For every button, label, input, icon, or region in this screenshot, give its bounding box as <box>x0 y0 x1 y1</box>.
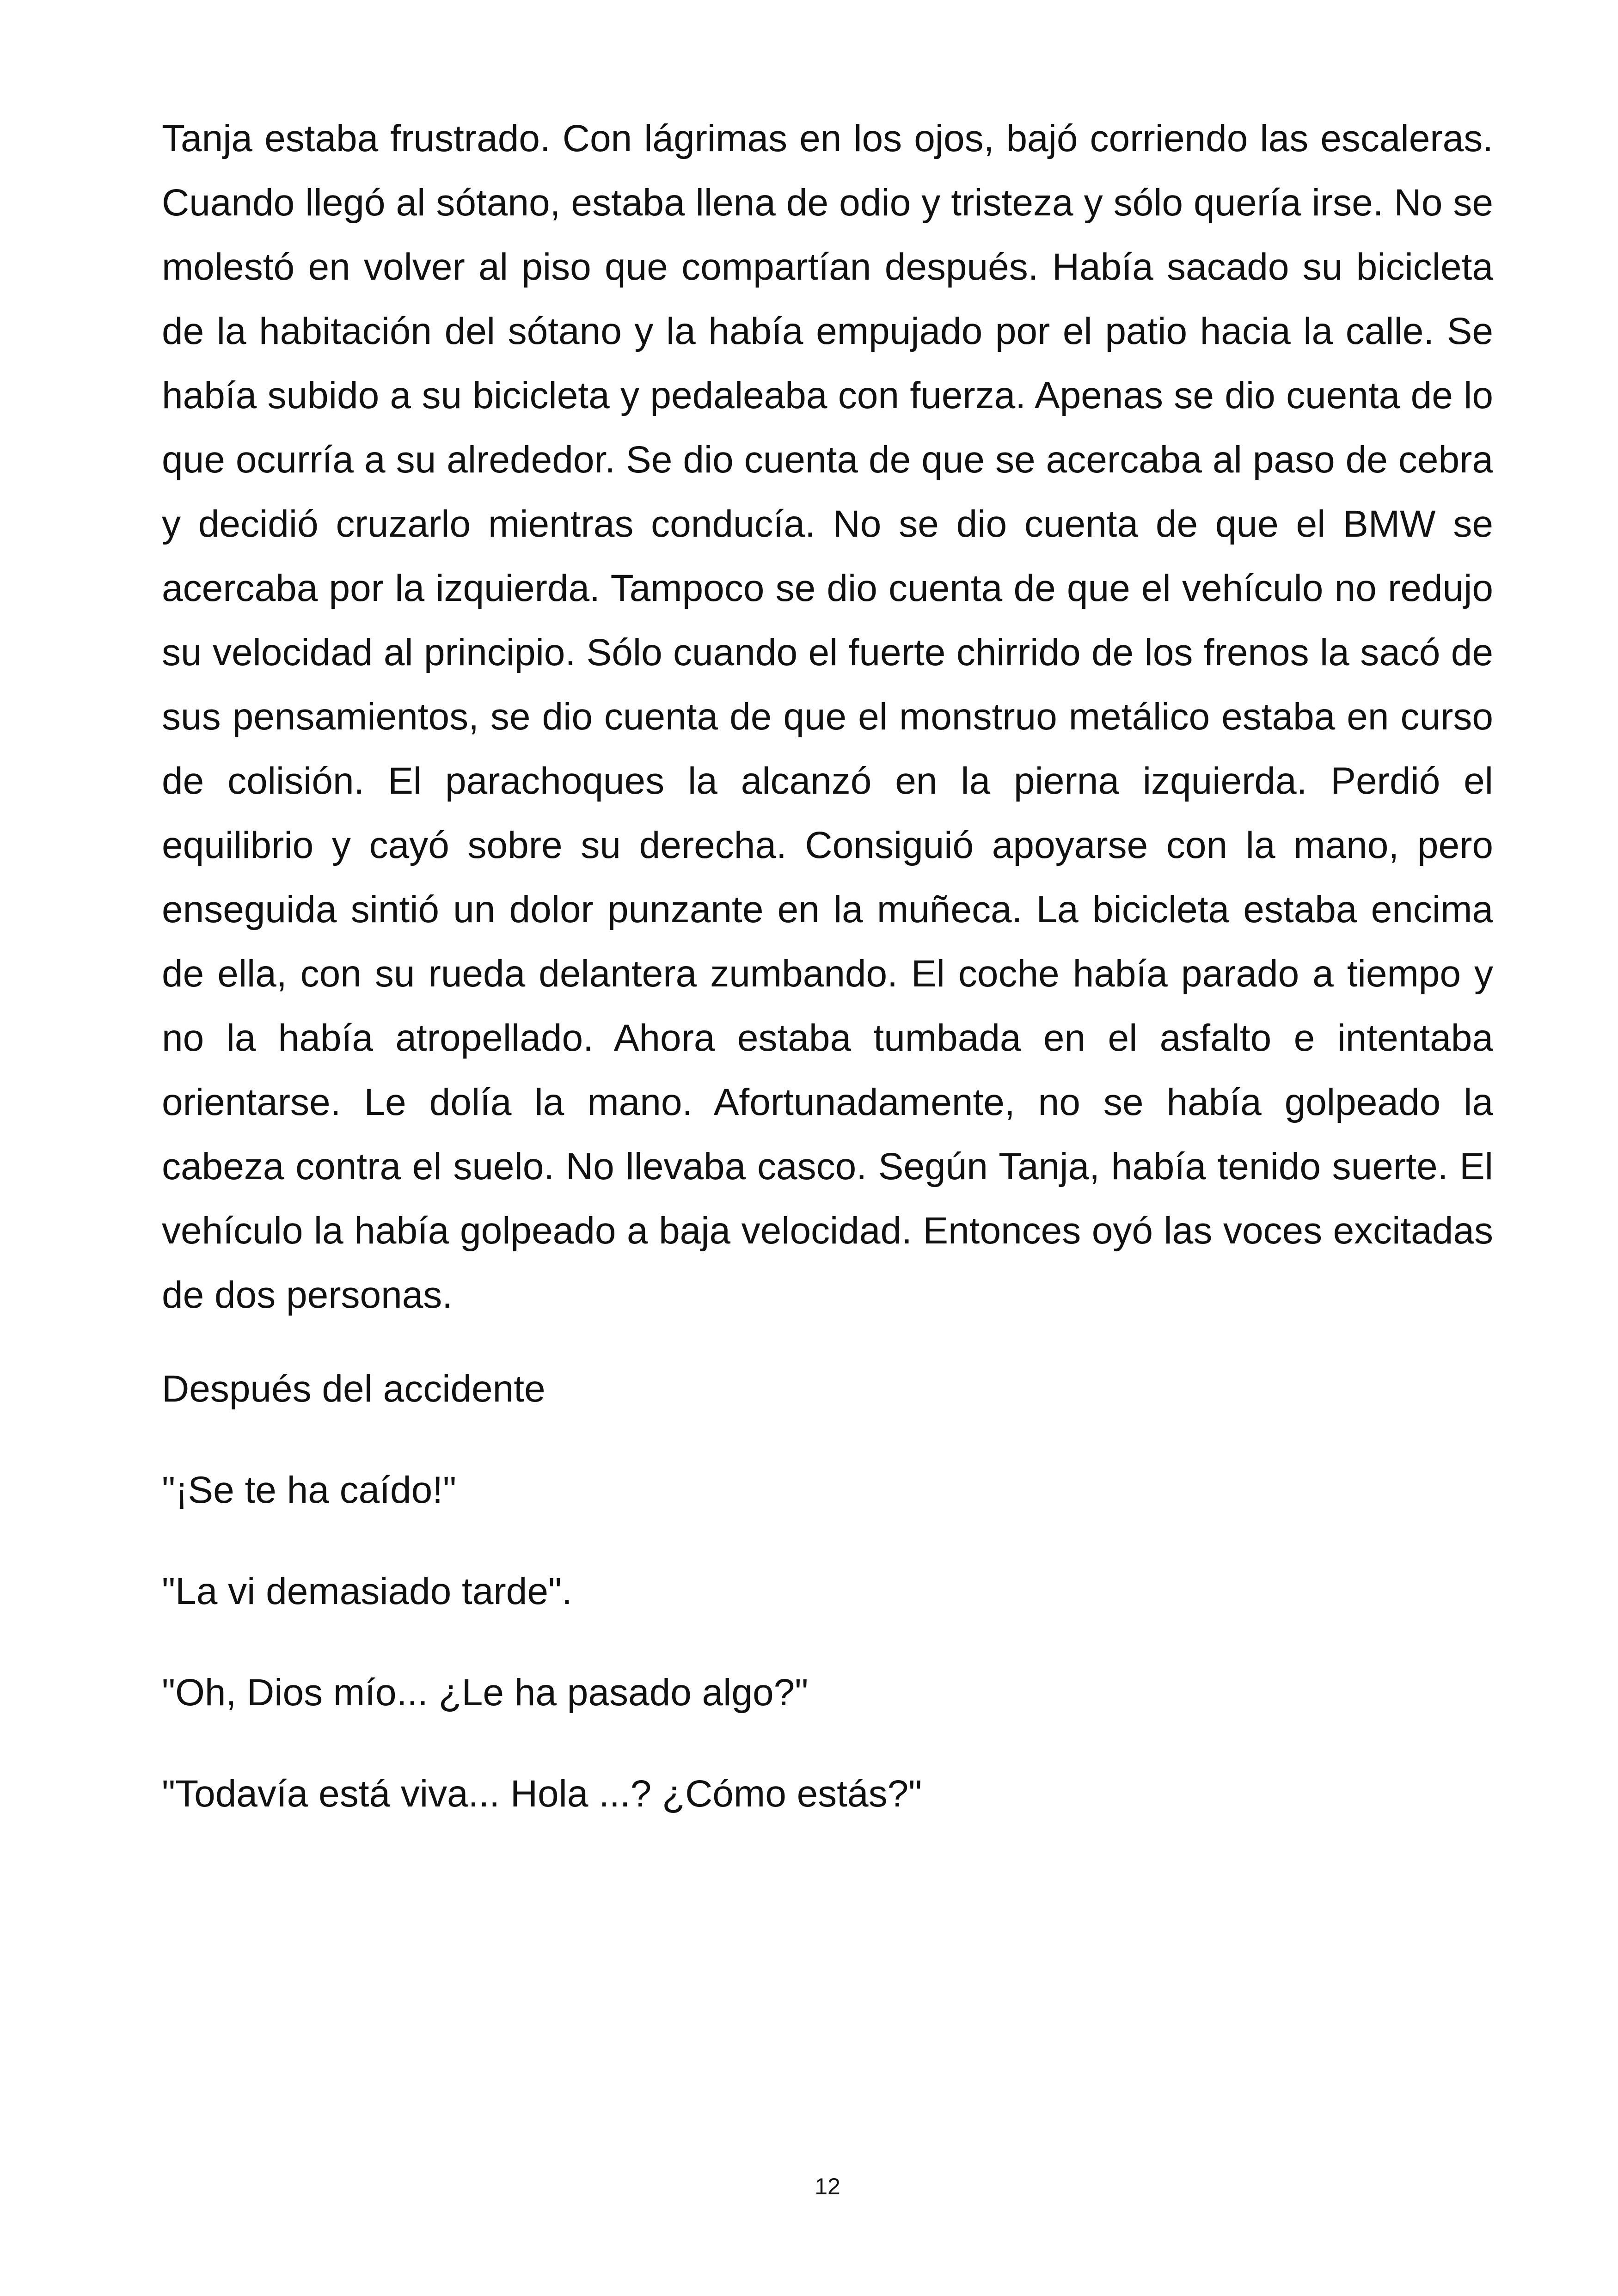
page-number: 12 <box>815 2174 840 2199</box>
dialogue-line: "La vi demasiado tarde". <box>162 1570 572 1612</box>
dialogue-line: "Oh, Dios mío... ¿Le ha pasado algo?" <box>162 1671 809 1714</box>
dialogue-line: "¡Se te ha caído!" <box>162 1469 457 1511</box>
page-content <box>162 106 1493 1826</box>
body-paragraph: Tanja estaba frustrado. Con lágrimas en los ojos, bajó corriendo las escaleras. Cuando llegó al sótano, estaba llena de odio y tristeza y sólo quería irse. No se molestó en volver al piso que compartían después. Había sacado su bicicleta de la habitación del sótano y la había empujado por el patio hacia la calle. Se había subido a su bicicleta y pedaleaba con fuerza. Apenas se dio cuenta de lo que ocurría a su alrededor. Se dio cuenta de que se acercaba al paso de cebra y decidió cruzarlo mientras conducía. No se dio cuenta de que el BMW se acercaba por la izquierda. Tampoco se dio cuenta de que el vehículo no redujo su velocidad al principio. Sólo cuando el fuerte chirrido de los frenos la sacó de sus pensamientos, se dio cuenta de que el monstruo metálico estaba en curso de colisión. El parachoques la alcanzó en la pierna izquierda. Perdió el equilibrio y cayó sobre su derecha. Consiguió apoyarse con la mano, pero enseguida sintió un dolor punzante en la muñeca. La bicicleta estaba encima de ella, con su rueda delantera zumbando. El coche había parado a tiempo y no la había atropellado. Ahora estaba tumbada en el asfalto e intentaba orientarse. Le dolía la mano. Afortunadamente, no se había golpeado la cabeza contra el suelo. No llevaba casco. Según Tanja, había tenido suerte. El vehículo la había golpeado a baja velocidad. Entonces oyó las voces excitadas de dos personas. <box>162 117 1493 1316</box>
dialogue-line: "Todavía está viva... Hola ...? ¿Cómo estás?" <box>162 1773 922 1815</box>
section-heading: Después del accidente <box>162 1368 545 1410</box>
